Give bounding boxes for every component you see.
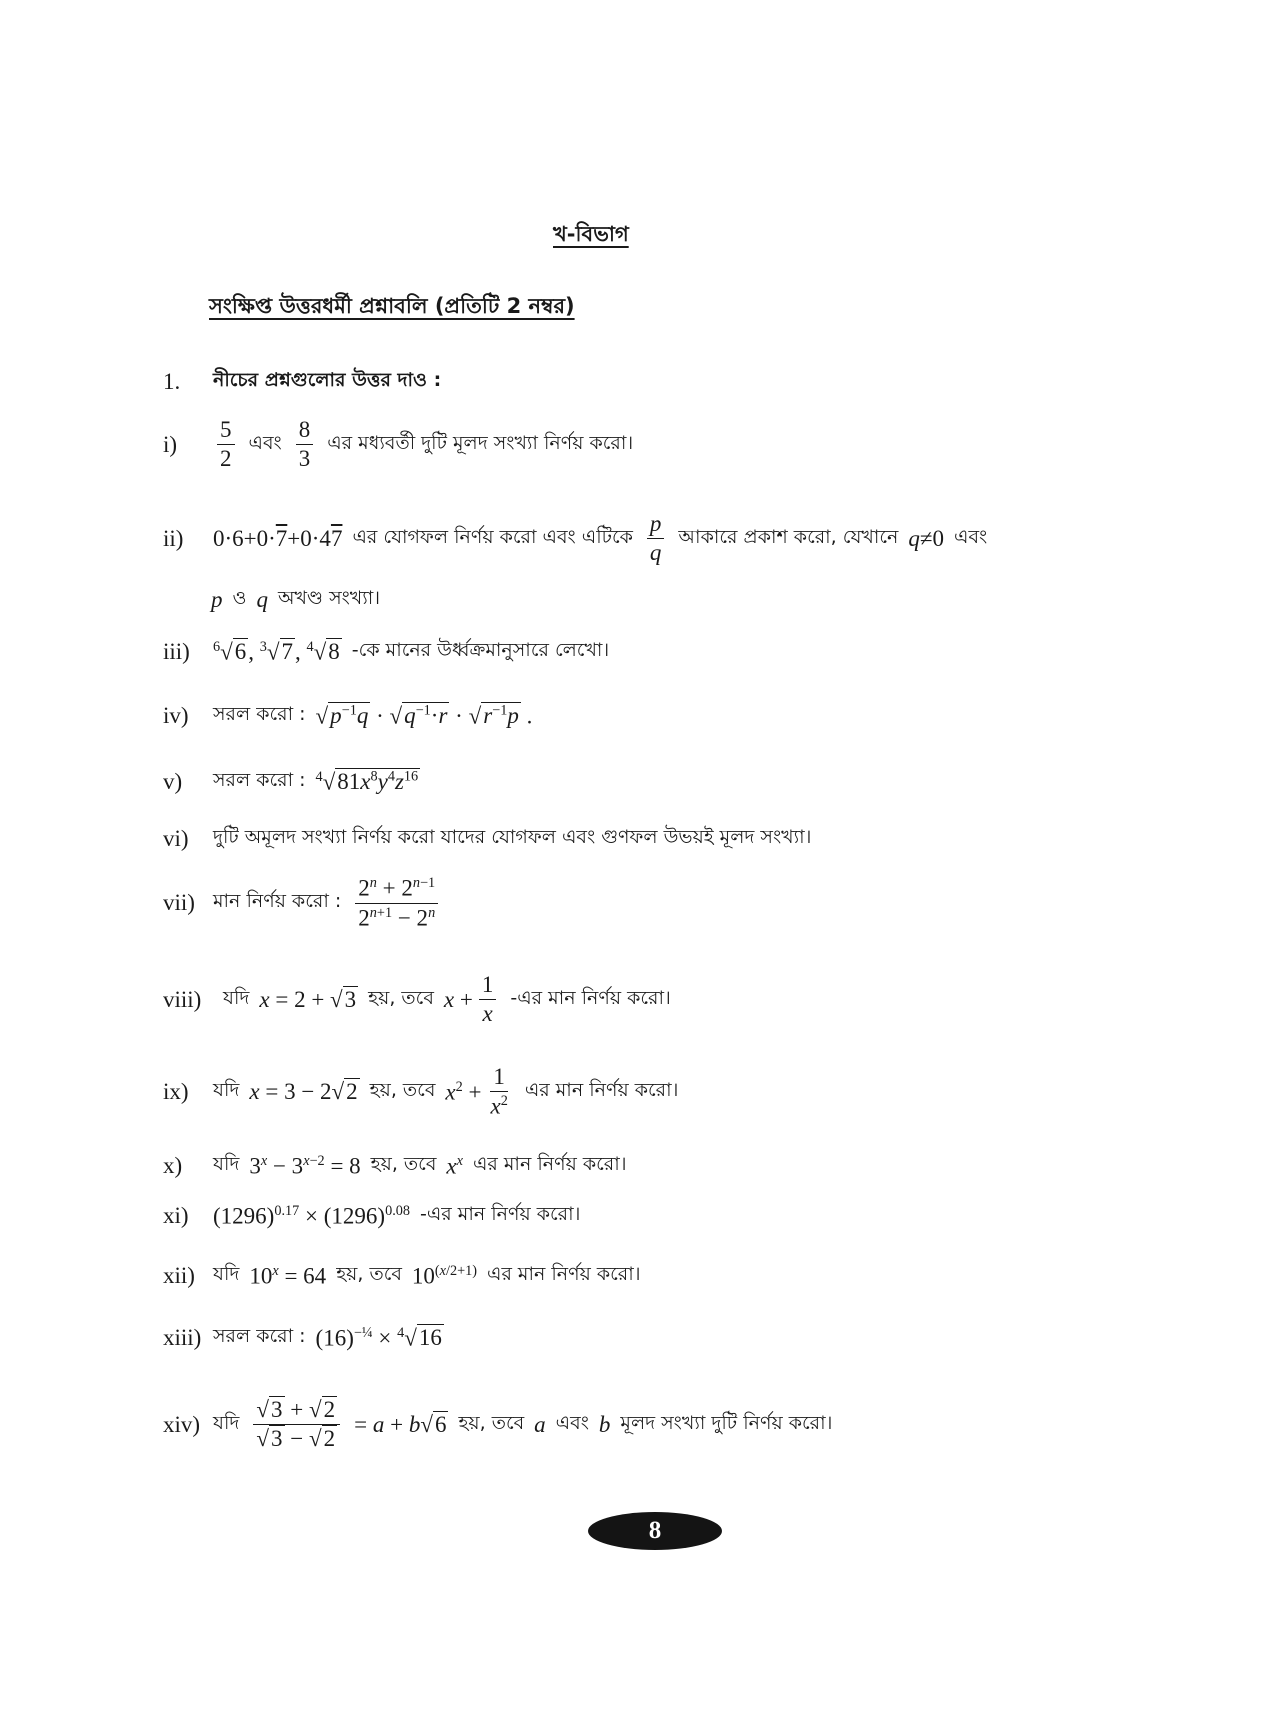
question-instruction: নীচের প্রশ্নগুলোর উত্তর দাও : (213, 369, 442, 391)
item-label: vii) (163, 890, 195, 916)
expression-decimal-sum: 0·6+0·7+0·47 (213, 525, 343, 551)
item-iv (163, 700, 532, 732)
fraction-8-3: $\frac{8}{3}$ (296, 418, 314, 471)
item-text: এর মান নির্ণয় করো। (524, 1078, 679, 1101)
item-label: xii) (163, 1263, 195, 1288)
item-label: iv) (163, 703, 189, 728)
expression-power-product: $(1296)^{0.17} \times (1296)^{0.08}$ (213, 1202, 410, 1229)
item-xi (163, 1200, 580, 1232)
item-text: -কে মানের উর্ধ্বক্রমানুসারে লেখো। (351, 639, 610, 661)
expression-x-plus-reciprocal: x + (443, 986, 473, 1012)
item-label: ix) (163, 1078, 189, 1104)
item-text: সরল করো : (213, 1325, 306, 1347)
fraction-p-q: $\frac{p}{q}$ (647, 512, 665, 565)
item-text: অখণ্ড সংখ্যা। (277, 587, 381, 609)
item-text: আকারে প্রকাশ করো, যেখানে (678, 525, 899, 548)
fraction-5-2: $\frac{5}{2}$ (217, 418, 235, 471)
item-label: x) (163, 1153, 183, 1178)
item-i (163, 418, 633, 471)
page-number: 8 (648, 1517, 662, 1544)
item-text: এর যোগফল নির্ণয় করো এবং এটিকে (352, 525, 633, 548)
item-label: v) (163, 769, 183, 794)
item-text: যদি (213, 1078, 240, 1101)
item-text: হয়, তবে (369, 1078, 436, 1101)
item-label: vi) (163, 826, 189, 851)
expression-a-plus-b-root6: = a + b√6 (354, 1411, 447, 1437)
page-number-badge (588, 1512, 722, 1550)
item-text: এর মান নির্ণয় করো। (472, 1153, 627, 1175)
item-iii (163, 636, 609, 668)
item-text: দুটি অমূলদ সংখ্যা নির্ণয় করো যাদের যোগফল এবং গুণফল উভয়ই মূলদ সংখ্যা। (213, 826, 812, 848)
item-v (163, 766, 420, 798)
expression-x-power-x: $x^x$ (446, 1152, 463, 1179)
fraction-surd-ratio: $\frac{√3 + √2}{√3 - √2}$ (253, 1398, 340, 1451)
item-text: এর মধ্যবর্তী দুটি মূলদ সংখ্যা নির্ণয় করো। (327, 431, 634, 454)
item-xii (163, 1260, 641, 1292)
expression-fourth-root: $^4√81x^8y^4z^{16}$ (315, 768, 419, 795)
item-ix (163, 1065, 678, 1119)
fraction-powers-of-two: $\frac{2^n + 2^{n-1}}{2^{n+1} - 2^n}$ (355, 876, 438, 931)
item-x (163, 1150, 627, 1182)
item-text: সরল করো : (213, 769, 306, 791)
item-text: সরল করো : (213, 703, 306, 725)
item-xiv: xiv) যদি $\frac{√3 + √2}{√3 - √2}$ = a + b√6 হয়, তবে a এবং b মূলদ সংখ্যা দুটি নির্ণয় করো। (163, 1397, 833, 1452)
item-text: মূলদ সংখ্যা দুটি নির্ণয় করো। (620, 1411, 833, 1434)
item-label: viii) (163, 986, 202, 1012)
item-text: যদি (213, 1411, 240, 1434)
item-label: ii) (163, 525, 184, 551)
item-text: এবং (248, 431, 282, 454)
fraction-1-x-squared: $\frac{1}{x^2}$ (490, 1064, 508, 1119)
subsection-title: সংক্ষিপ্ত উত্তরধর্মী প্রশ্নাবলি (প্রতিটি 2 নম্বর) (209, 294, 575, 318)
item-xiii (163, 1322, 444, 1354)
item-text: মান নির্ণয় করো : (213, 890, 342, 913)
item-text: হয়, তবে (336, 1263, 402, 1285)
item-label: xi) (163, 1203, 189, 1228)
item-text: হয়, তবে (458, 1411, 525, 1434)
expression-x-value: x = 3 − 2√2 (249, 1078, 358, 1104)
fraction-1-x: $\frac{1}{x}$ (479, 973, 497, 1026)
item-vii (163, 876, 442, 931)
item-text: হয়, তবে (370, 1153, 437, 1175)
item-text: এবং (555, 1411, 589, 1434)
expression-surds: $^6$√6, $^3$√7, $^4$√8 (213, 638, 340, 665)
item-text: এবং (954, 525, 988, 548)
item-label: xiv) (163, 1411, 201, 1437)
item-text: হয়, তবে (368, 986, 434, 1009)
item-text: যদি (223, 986, 250, 1009)
question-number: 1. (163, 369, 181, 394)
item-vi (163, 823, 811, 855)
item-label: xiii) (163, 1325, 202, 1350)
item-text: যদি (213, 1153, 240, 1175)
expression-x-value: x = 2 + √3 (259, 986, 357, 1012)
expression-ten-power-equation: $10^x = 64$ (249, 1262, 327, 1289)
expression-x-squared-plus: $x^2$ + (445, 1078, 482, 1105)
item-ii (163, 512, 987, 565)
section-title: খ-বিভাগ (553, 222, 629, 246)
item-text: এর মান নির্ণয় করো। (486, 1263, 641, 1285)
expression-sixteen-power: $(16)^{-\frac{1}{4}} \times ^4√16$ (315, 1324, 442, 1351)
item-text: ও (232, 587, 247, 609)
item-viii (163, 973, 671, 1026)
item-text: -এর মান নির্ণয় করো। (510, 986, 671, 1009)
question-header (163, 366, 441, 398)
item-label: iii) (163, 639, 190, 664)
item-label: i) (163, 431, 178, 457)
expression-ten-power-half: $10^{(x/2+1)}$ (411, 1262, 477, 1289)
item-text: যদি (213, 1263, 240, 1285)
item-text: -এর মান নির্ণয় করো। (420, 1203, 581, 1225)
expression-exponential-equation: $3^x - 3^{x-2} = 8$ (249, 1152, 361, 1179)
item-ii-continued: p ও q অখণ্ড সংখ্যা। (211, 584, 380, 616)
condition-q-not-zero: q≠0 (908, 525, 944, 551)
expression-root-product: $√p^{-1}q \cdot √q^{-1}\cdot r \cdot √r^{-1}p$ . (315, 702, 533, 729)
